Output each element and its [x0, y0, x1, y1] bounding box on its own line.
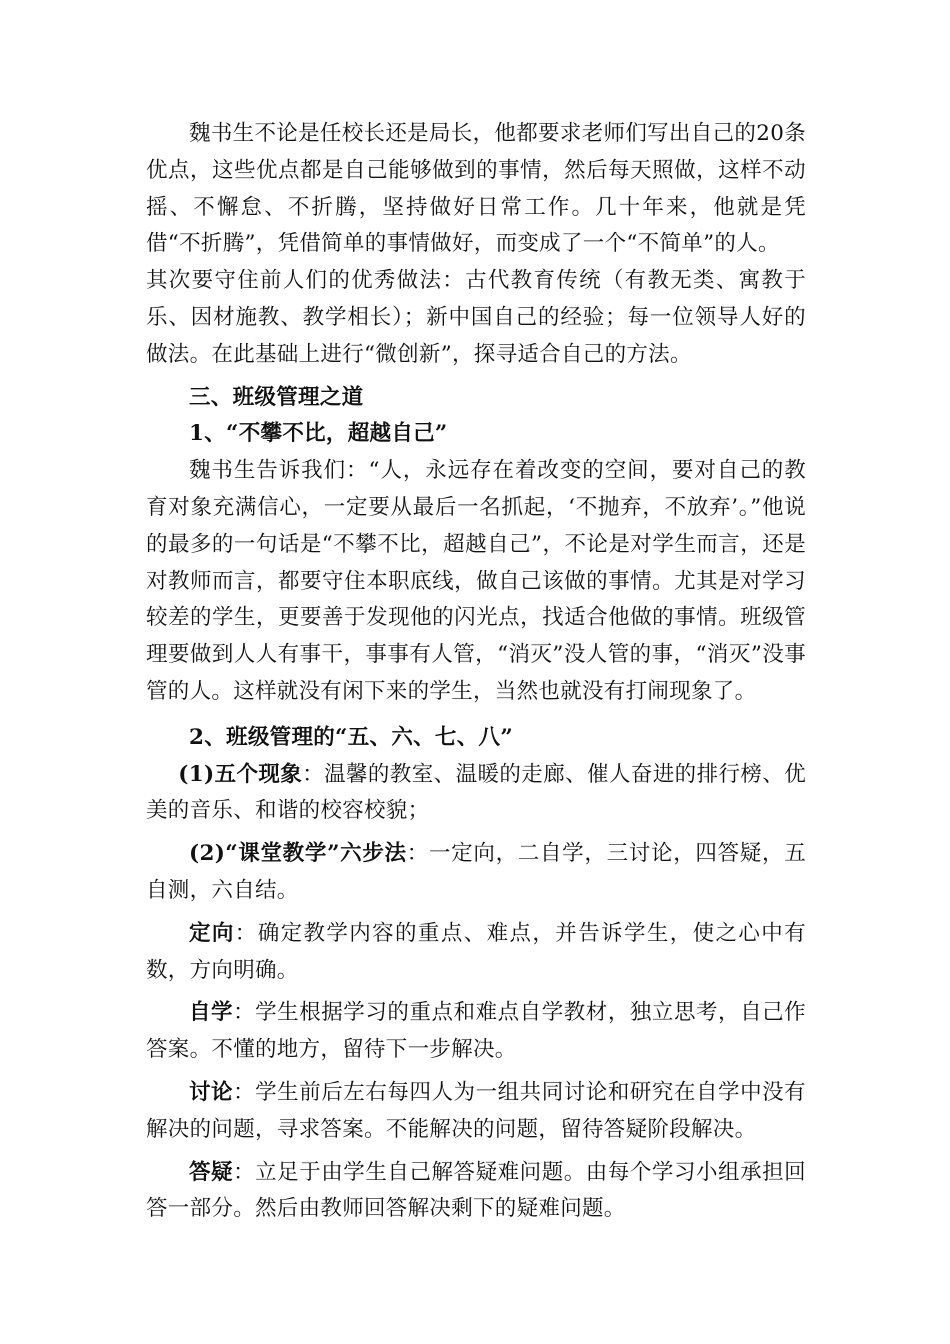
- list-item-label: (2)“课堂教学”六步法: [189, 841, 407, 867]
- step-text: ：确定教学内容的重点、难点，并告诉学生，使之心中有数，方向明确。: [146, 920, 806, 983]
- list-item-six-steps: [146, 836, 806, 910]
- list-item-text: ：温馨的教室、温暖的走廊、催人奋进的排行榜、优美的音乐、和谐的校容校貌；: [146, 761, 806, 824]
- step-answering-questions: [146, 1155, 806, 1229]
- paragraph-change-space: 魏书生告诉我们：“人，永远存在着改变的空间，要对自己的教育对象充满信心，一定要从最后一名抓起，‘不抛弃，不放弃’。”他说的最多的一句话是“不攀不比，超越自己”，不论是对学生而言，还是对教师而言，都要守住本职底线，做自己该做的事情。尤其是对学习较差的学生，更要善于发现他的闪光点，找适合他做的事情。班级管理要做到人人有事干，事事有人管，“消灭”没人管的事，“消灭”没事管的人。这样就没有闲下来的学生，当然也就没有打闹现象了。: [146, 458, 806, 704]
- step-text: ：学生前后左右每四人为一组共同讨论和研究在自学中没有解决的问题，寻求答案。不能解决的问题，留待答疑阶段解决。: [146, 1079, 806, 1142]
- document-page: [146, 116, 806, 1228]
- section-heading-class-management: 三、班级管理之道: [189, 384, 364, 410]
- subheading-five-six-seven-eight: 2、班级管理的“五、六、七、八”: [189, 724, 513, 750]
- step-text: ：立足于由学生自己解答疑难问题。由每个学习小组承担回答一部分。然后由教师回答解决剩下的疑难问题。: [146, 1159, 806, 1222]
- step-discussion: [146, 1075, 806, 1149]
- step-label: 答疑: [189, 1159, 234, 1185]
- step-orientation: [146, 916, 806, 990]
- step-label: 讨论: [189, 1079, 234, 1105]
- step-text: ：学生根据学习的重点和难点自学教材，独立思考，自己作答案。不懂的地方，留待下一步解决。: [146, 1000, 806, 1063]
- subheading-no-comparison: 1、“不攀不比，超越自己”: [189, 421, 448, 447]
- list-item-five-phenomena: [146, 757, 806, 831]
- list-item-label: (1)五个现象: [178, 761, 303, 787]
- step-label: 定向: [189, 920, 235, 946]
- paragraph-preserve-predecessors: 其次要守住前人们的优秀做法：古代教育传统（有教无类、寓教于乐、因材施教、教学相长）；新中国自己的经验；每一位领导人好的做法。在此基础上进行“微创新”，探寻适合自己的方法。: [146, 268, 806, 367]
- step-label: 自学: [189, 1000, 234, 1026]
- step-self-study: [146, 995, 806, 1069]
- paragraph-wei-shusheng-20-strengths: 魏书生不论是任校长还是局长，他都要求老师们写出自己的20条优点，这些优点都是自己能够做到的事情，然后每天照做，这样不动摇、不懈怠、不折腾，坚持做好日常工作。几十年来，他就是凭借“不折腾”，凭借简单的事情做好，而变成了一个“不简单”的人。: [146, 121, 806, 257]
- list-item-text: ：一定向，二自学，三讨论，四答疑，五自测，六自结。: [146, 841, 807, 903]
